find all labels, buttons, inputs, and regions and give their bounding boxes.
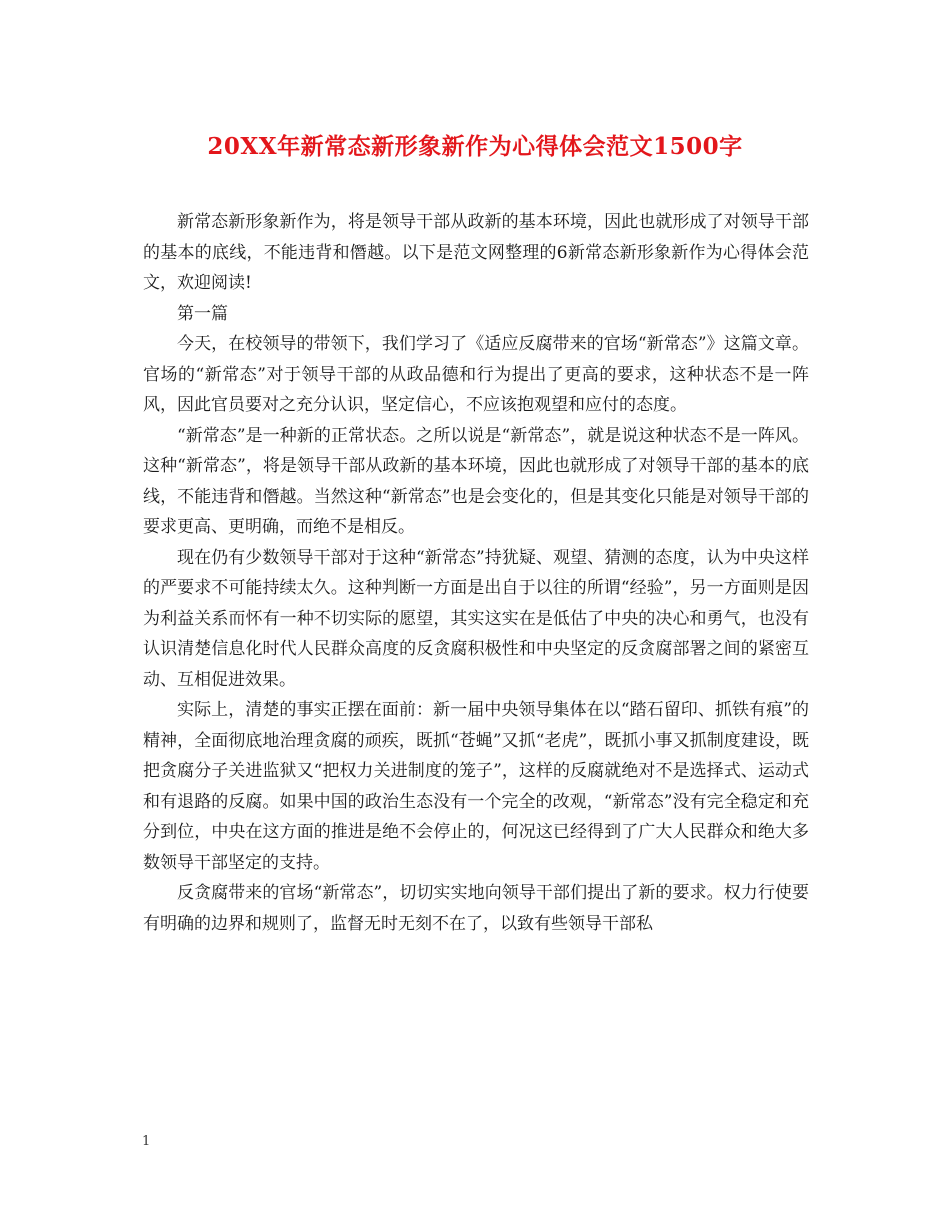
paragraph-intro: 新常态新形象新作为，将是领导干部从政新的基本环境，因此也就形成了对领导干部的基本的底线，不能违背和僭越。以下是范文网整理的6新常态新形象新作为心得体会范文，欢迎阅读! bbox=[143, 212, 809, 293]
paragraph: 现在仍有少数领导干部对于这种“新常态”持犹疑、观望、猜测的态度，认为中央这样的严要求不可能持续太久。这种判断一方面是出自于以往的所谓“经验”，另一方面则是因为利益关系而怀有一种不切实际的愿望，其实这实在是低估了中央的决心和勇气，也没有认识清楚信息化时代人民群众高度的反贪腐积极性和中央坚定的反贪腐部署之间的紧密互动、互相促进效果。 bbox=[143, 547, 809, 690]
document-body bbox=[143, 207, 809, 939]
paragraph: 实际上，清楚的事实正摆在面前：新一届中央领导集体在以“踏石留印、抓铁有痕”的精神，全面彻底地治理贪腐的顽疾，既抓“苍蝇”又抓“老虎”，既抓小事又抓制度建设，既把贪腐分子关进监狱又“把权力关进制度的笼子”，这样的反腐就绝对不是选择式、运动式和有退路的反腐。如果中国的政治生态没有一个完全的改观，“新常态”没有完全稳定和充分到位，中央在这方面的推进是绝不会停止的，何况这已经得到了广大人民群众和绝大多数领导干部坚定的支持。 bbox=[143, 700, 809, 873]
paragraph: 今天，在校领导的带领下，我们学习了《适应反腐带来的官场“新常态”》这篇文章。官场的“新常态”对于领导干部的从政品德和行为提出了更高的要求，这种状态不是一阵风，因此官员要对之充分认识，坚定信心，不应该抱观望和应付的态度。 bbox=[143, 334, 809, 415]
section-heading: 第一篇 bbox=[177, 303, 228, 324]
paragraph: “新常态”是一种新的正常状态。之所以说是“新常态”，就是说这种状态不是一阵风。这种“新常态”，将是领导干部从政新的基本环境，因此也就形成了对领导干部的基本的底线，不能违背和僭越。当然这种“新常态”也是会变化的，但是其变化只能是对领导干部的要求更高、更明确，而绝不是相反。 bbox=[143, 425, 809, 537]
paragraph: 反贪腐带来的官场“新常态”，切切实实地向领导干部们提出了新的要求。权力行使要有明确的边界和规则了，监督无时无刻不在了，以致有些领导干部私 bbox=[143, 883, 809, 934]
page-number: 1 bbox=[142, 1134, 151, 1149]
document-title: 20XX年新常态新形象新作为心得体会范文1500字 bbox=[207, 133, 743, 160]
